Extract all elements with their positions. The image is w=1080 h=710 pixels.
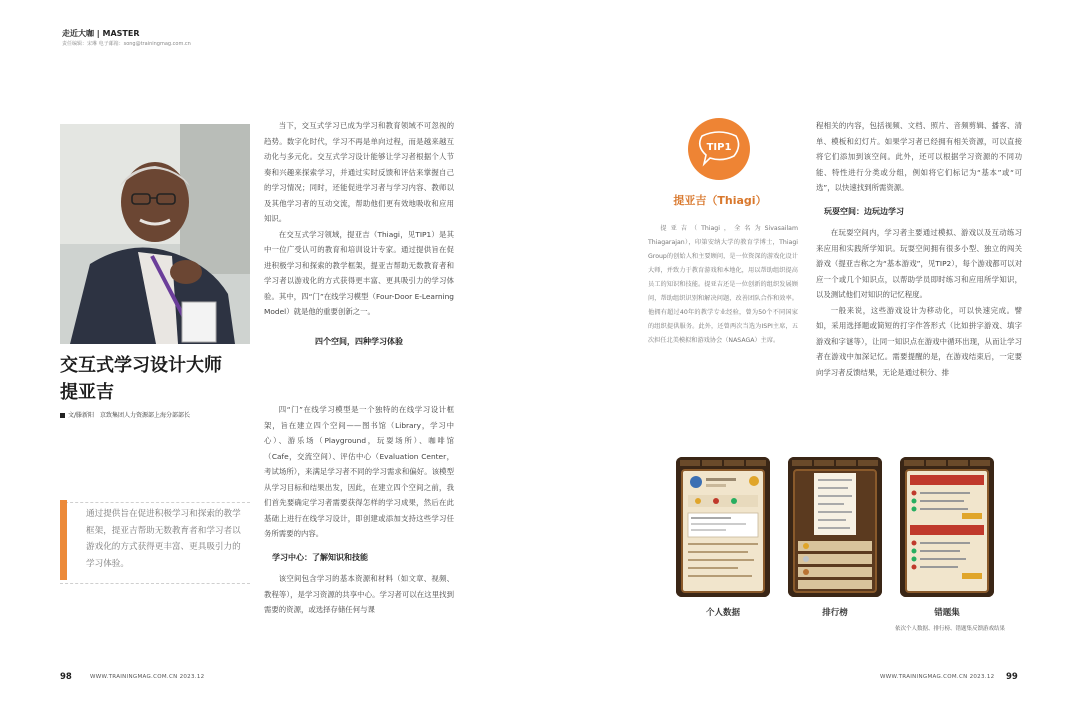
- tip-title: 提亚吉（Thiagi）: [673, 194, 767, 207]
- figure-label-leaderboard: 排行榜: [822, 608, 848, 618]
- byline: [60, 410, 190, 419]
- portrait-illustration: [60, 124, 250, 344]
- paragraph: 四“门”在线学习模型是一个独特的在线学习设计框架，旨在建立四个空间——图书馆（Library，学习中心）、游乐场（Playground，玩耍场所）、咖啡馆（Cafe，交流空间）、评估中心（Evaluation Center，考试场所），来满足学习者不同的学习需求和偏好。该模型从学习目标和结果出发，因此，在建立四个空间之前，我们首先要确定学习者需要获得怎样的学习成果，然后在此基础上进行在线学习设计，即创建或添加支持这些学习任务所需要的内容。: [264, 405, 454, 538]
- tip-paragraph: 提亚吉（Thiagi，全名为Sivasailam Thiagarajan），印第安纳大学的教育学博士，Thiagi Group的创始人和主要顾问，是一位资深的游戏化设计大师，并致力于教育游戏和本地化，用以帮助组织提高员工的知识和技能。提亚吉还是一位创新的组织发展顾问，帮助组织识别和解决问题，改善团队合作和效率。他拥有超过40年的教学专业经验，曾为50个不同国家的组织提供服务。此外，还曾两次当选为ISPI主席，五次担任北美模拟和游戏协会（NASAGA）主席。: [648, 225, 798, 344]
- figure-caption: 依次个人数据、排行榜、错题集反馈游戏结果: [894, 626, 1005, 632]
- tip-speech-bubble-icon: [688, 118, 750, 180]
- subheading: 学习中心：了解知识和技能: [272, 552, 368, 562]
- paragraph: 在玩耍空间内，学习者主要通过模拟、游戏以及互动练习来应用和实践所学知识。玩耍空间拥有很多小型、独立的闯关游戏（提亚吉称之为“基本游戏”，见TIP2），每个游戏都可以对应一个或几个知识点，以帮助学员即时练习和应用所学知识，以及测试他们对知识的记忆程度。: [816, 228, 1022, 299]
- page-number-left: 98: [60, 672, 72, 682]
- pull-quote: 通过提供旨在促进积极学习和探索的教学框架，提亚吉帮助无数教育者和学习者以游戏化的方式获得更丰富、更具吸引力的学习体验。: [86, 509, 241, 569]
- phone-screenshot-personal-data: [676, 457, 770, 597]
- pull-quote-accent-bar: [60, 500, 67, 580]
- phone-screenshot-leaderboard: [788, 457, 882, 597]
- title-line-1: 交互式学习设计大师: [60, 355, 222, 376]
- phone-screenshot-mistake-collection: [900, 457, 994, 597]
- figure-label-personal-data: 个人数据: [705, 608, 740, 618]
- game-screen-illustration: [900, 457, 994, 597]
- subheading: 四个空间，四种学习体验: [315, 336, 403, 346]
- paragraph: 在交互式学习领域，提亚吉（Thiagi，见TIP1）是其中一位广受认可的教育和培训设计专家。通过提供旨在促进积极学习和探索的教学框架，提亚吉帮助无数教育者和学习者以游戏化的方式获得更丰富、更具吸引力的学习体验。其中，四“门”在线学习模型（Four-Door E-Learning Model）就是他的重要创新之一。: [264, 229, 454, 316]
- tip-badge: [688, 118, 750, 180]
- subheading: 玩耍空间：边玩边学习: [824, 206, 904, 216]
- paragraph: 一般来说，这些游戏设计为移动化，可以快速完成。譬如，采用选择题或简短的打字作答形式（比如拼字游戏、填字游戏和字谜等），让同一知识点在游戏中循环出现，从而让学习者在游戏中加深记忆。需要提醒的是，在游戏结束后，一定要向学习者反馈结果，无论是通过积分、排: [816, 305, 1022, 377]
- body-column-1-top: [264, 118, 454, 363]
- footer-url-right: WWW.TRAININGMAG.COM.CN 2023.12: [880, 674, 995, 680]
- page-number-right: 99: [1006, 672, 1018, 682]
- paragraph: 当下，交互式学习已成为学习和教育领域不可忽视的趋势。数字化时代，学习不再是单向过程，而是越来越互动化与多元化。交互式学习设计能够让学习者根据个人节奏和兴趣来探索学习，并通过实时反馈和评估来掌握自己的学习情况；同时，还能促进学习者与学习内容、教师以及其他学习者的互动交流，帮助他们更有效地吸收和应用知识。: [264, 121, 454, 223]
- portrait-photo: [60, 124, 250, 344]
- byline-text: 文/滕新阳 京致集团人力资源部上海分部部长: [68, 412, 191, 419]
- section-header: 走近大咖 | MASTER: [62, 29, 140, 38]
- square-bullet-icon: [60, 413, 65, 418]
- article-title: [60, 352, 260, 406]
- tip-body: [648, 222, 798, 348]
- body-column-3: [816, 118, 1022, 380]
- game-screen-illustration: [676, 457, 770, 597]
- figure-label-mistake-collection: 错题集: [934, 608, 960, 618]
- game-screen-illustration: [788, 457, 882, 597]
- body-column-1-bottom: [264, 402, 454, 618]
- footer-url-left: WWW.TRAININGMAG.COM.CN 2023.12: [90, 674, 205, 680]
- paragraph: 该空间包含学习的基本资源和材料（如文章、视频、教程等），是学习资源的共享中心。学习者可以在这里找到需要的资源，或选择存储任何与课: [264, 574, 454, 614]
- title-line-2: 提亚吉: [60, 382, 114, 403]
- paragraph: 程相关的内容，包括视频、文档、照片、音频剪辑、播客、清单、模板和幻灯片。如果学习者已经拥有相关资源，可以直接将它们添加到该空间。此外，还可以根据学习资源的不同功能、特性进行分类或分组，例如将它们标记为“基本”或“可选”，以快速找到所需资源。: [816, 121, 1022, 192]
- editor-info: 责任编辑：宋琳 电子邮箱：song@trainingmag.com.cn: [62, 41, 191, 47]
- tip-badge-label: TIP1: [706, 142, 732, 153]
